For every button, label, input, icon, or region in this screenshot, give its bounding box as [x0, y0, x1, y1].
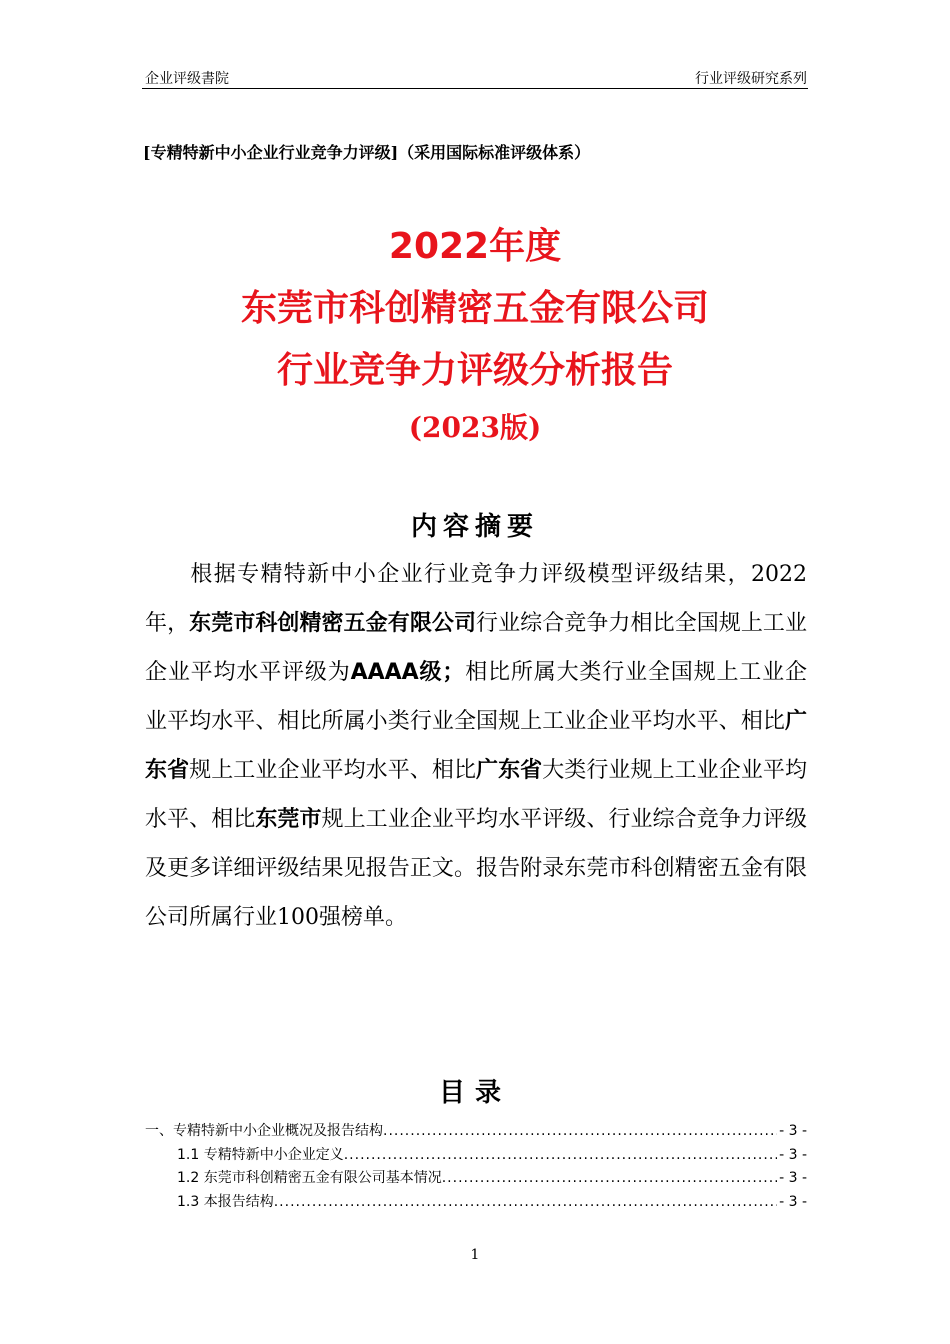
- title-edition: (2023版): [408, 411, 542, 444]
- toc-entry-page: - 3 -: [779, 1193, 807, 1210]
- toc-leader-dots: [344, 1147, 777, 1163]
- title-year: 2022年度: [388, 226, 562, 267]
- toc-entry-label: 1.2 东莞市科创精密五金有限公司基本情况: [177, 1170, 442, 1186]
- title-company: 东莞市科创精密五金有限公司: [240, 288, 709, 329]
- table-of-contents: [145, 1120, 807, 1214]
- toc-leader-dots: [274, 1194, 777, 1210]
- page-number: 1: [470, 1247, 480, 1263]
- toc-leader-dots: [383, 1123, 777, 1139]
- toc-entry-label: 一、专精特新中小企业概况及报告结构: [145, 1123, 383, 1139]
- toc-entry[interactable]: [145, 1120, 807, 1144]
- abstract-text-1: 根据专精特新中小企业行业竞争力评级模型评级结果，2022年，: [145, 562, 807, 636]
- report-tagline: [专精特新中小企业行业竞争力评级]（采用国际标准评级体系）: [143, 143, 591, 162]
- abstract-province-2: 广东省: [476, 758, 543, 783]
- abstract-text-5: 大类行业规上工业企业平均水平、相比: [145, 758, 807, 832]
- toc-entry-page: - 3 -: [779, 1146, 807, 1163]
- toc-leader-dots: [442, 1170, 777, 1186]
- toc-entry[interactable]: [145, 1167, 807, 1191]
- header-right-text: 行业评级研究系列: [695, 71, 807, 87]
- toc-entry[interactable]: [145, 1144, 807, 1168]
- abstract-text-2: 行业综合竞争力相比全国规上工业企业平均水平评级为: [145, 611, 807, 685]
- toc-entry-label: 1.1 专精特新中小企业定义: [177, 1146, 344, 1163]
- header-rule: [142, 88, 808, 89]
- toc-entry-page: - 3 -: [779, 1170, 807, 1186]
- abstract-text-3: 相比所属大类行业全国规上工业企业平均水平、相比所属小类行业全国规上工业企业平均水平、相比: [145, 660, 807, 734]
- toc-entry-label: 1.3 本报告结构: [177, 1193, 274, 1210]
- abstract-city: 东莞市: [255, 807, 322, 832]
- abstract-body: [145, 550, 807, 942]
- title-report-name: 行业竞争力评级分析报告: [276, 350, 673, 391]
- toc-entry-page: - 3 -: [779, 1123, 807, 1139]
- toc-heading: 目录: [438, 1078, 511, 1108]
- abstract-heading: 内容摘要: [410, 512, 539, 542]
- abstract-province-1: 广东省: [145, 709, 807, 783]
- header-left-text: 企业评级書院: [145, 71, 229, 87]
- abstract-company: 东莞市科创精密五金有限公司: [189, 611, 477, 636]
- abstract-text-6: 规上工业企业平均水平评级、行业综合竞争力评级及更多详细评级结果见报告正文。报告附录东莞市科创精密五金有限公司所属行业100强榜单。: [145, 807, 807, 930]
- abstract-text-4: 规上工业企业平均水平、相比: [189, 758, 477, 783]
- abstract-grade: AAAA级；: [350, 660, 465, 685]
- toc-entry[interactable]: [145, 1191, 807, 1215]
